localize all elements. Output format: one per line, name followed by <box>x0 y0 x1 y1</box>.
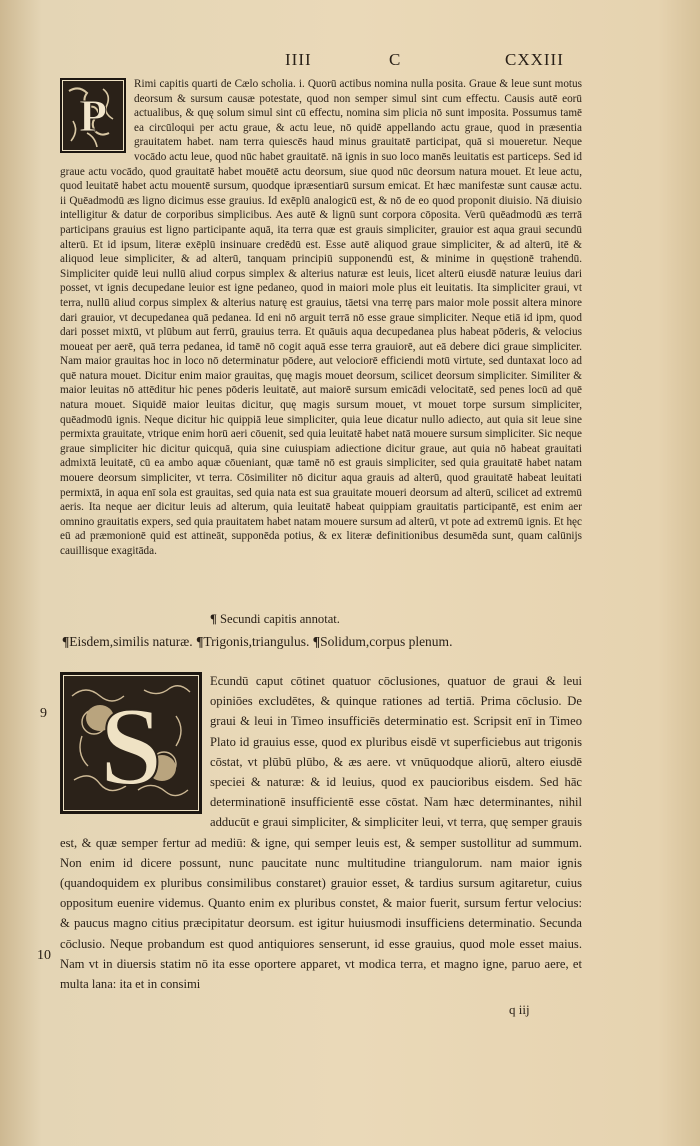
gloss-text: corpus plenum. <box>369 634 453 649</box>
pilcrow-icon: ¶ <box>312 634 321 649</box>
printer-signature: q iij <box>509 1002 530 1017</box>
margin-number-9: 9 <box>40 706 47 721</box>
pilcrow-icon: ¶ <box>196 634 204 649</box>
paragraph-second-chapter <box>60 671 582 994</box>
header-letter: C <box>389 50 402 69</box>
pilcrow-icon: ¶ <box>62 634 70 649</box>
gloss-label: Eisdem, <box>69 634 114 649</box>
woodcut-initial-p <box>60 78 126 153</box>
header-signature: IIII <box>285 50 312 69</box>
page-number: CXXIII <box>505 50 564 69</box>
pilcrow-icon: ¶ <box>210 612 217 626</box>
svg-text:P: P <box>78 90 108 141</box>
gloss-label: Solidum, <box>320 634 370 649</box>
paragraph-first-text: Rimi capitis quarti de Cælo scholia. i. Quorū actibus nomina nulla posita. Graue & leue sunt motus deorsum & sursum causæ potestate, quod non semper simul sint cum effectu. Causis autē eorū actualibus, & quę solum simul sint cū effectu, nomina sim plicia nō sunt imposita. Possumus tamē ea circūloqui per actu graue, & actu leue, nō quidē appellando actu graue, quod in præsentia grauitatem habet. nam terra quiescēs haud minus grauitatē participat, quā si moueretur. Neque vocādo actu leue, quod nūc habet grauitatē. nā ignis in suo loco manēs leuitatis est particeps. Sed id graue actu vocādo, quod grauitatē habet mouētē actu deorsum, siue quod nūc deorsum natura mouet. Et leue actu, quod leuitatē habet actu mouentē sursum, quodque ipræsentiarū sursum emicat. Et hæc manifestæ sunt causæ actu. ii Quēadmodū æs ligno dicimus esse grauius. Id exēplū analogicū est, & nō de eo quod proponit diuisio. Nā diuisio intelligitur & datur de corporibus simplicibus. Aes autē & lignū sunt corpora cōposita. Verū quēadmodū æs terrā participans grauius est ligno participante aquā, ita terra quæ est grauis simpliciter, grauior est aqua graui secundū alterū. Et id ipsum, literæ exēplū insinuare credēdū est. Esse autē aliquod graue simpliciter, & ad alterū, itē & aliquod leue simpliciter, & ad alterū, tanquam principiū supponendū est, & minime in quęstionē trahendū. Simpliciter quidē leui nullū aliud corpus simplex & alterius naturæ est leuis, licet alterū eiusdē naturæ leuius dari posset, vt ignis decupedane leuior est igne pedaneo, quod in maiori mole plus eit leuitatis. Ita simpliciter graui, vt terra, nullū aliud corpus simplex & alterius naturę est grauius, tāetsi vna terrę pars maior mole possit altera minore dari grauior, vt decupedanea quā pedanea. Id eni nō arguit terrā nō esse graue simpliciter. Neque etiā id ipm, quod dari posset mixtū, vt plūbum aut ferrū, grauius terra. Et quāuis aqua decupedanea plus habeat pōderis, & velocius moueat per aerē, quā terra pedanea, id tamē nō cogit aquā esse terra grauiorē, aut eā debere dici graue simpliciter. Nam maior grauitas hoc in loco nō determinatur pōdere, aut velociorē efficiendi motū virtute, sed duntaxat loco ad quē natura mouet. Dicitur enim maior grauitas, quę magis mouet deorsum, scilicet deorsum simpliciter. Similiter & maior leuitas nō attēditur hic penes pōderis leuitatē, aut maiorē sursum emicādi velocitatē, sed penes locū ad quē natura mouet. Siquidē maior leuitas dicitur, quę magis sursum mouet, vt mouet torpe sursum simpliciter, quēadmodū ignis. Neque dicitur hic quippiā leue simpliciter, quia leue dicatur nullo adiecto, aut quia sit leue sine permixta grauitate, vtrique enim horū aeri cōuenit, sed quia leuitatē habet natā mouere sursum simpliciter. Sic neque graue simpliciter hic dicitur quicquā, quia sine cuiuspiam adiectione dicitur graue, aut quia nō habeat grauitati admixtā leuitatē, cū ea ambo aquæ cōueniant, quæ tamē nō est grauis simpliciter, sed quia grauitatē habet natam mouere deorsum simpliciter, vt terra. Cōsimiliter nō dicitur aqua grauis ad alterū, quod grauitatē habeat leuitati permixtā, in aqua enī sola est grauitas, sed quia nata est sua grauitate moueri deorsum ad alterū, scilicet ad extremū aeris. Ita neque aer dicitur leuis ad alterum, quia leuitatē habeat quippiam grauitatis participantē, est enim aer omnino grauitatis expers, sed quia prauitatem habet natam mouere sursum ad alterū, vt pote ad extremū ignis. Et hęc eū ad præmonionē quid est attineāt, supponēda potius, & ex literæ definitionibus desumēda sunt, quam calūnijs cauillisque exagitāda. <box>60 78 582 557</box>
svg-text:S: S <box>99 685 163 809</box>
paragraph-second-text: Ecundū caput cōtinet quatuor cōclusiones, quatuor de graui & leui opiniōes excludētes, & quinque rationes ad tertiā. Prima cōclusio. De graui & leui in Timeo insufficiēs determinatio est. Scripsit enī in Timeo Plato id grauius esse, quod ex pluribus eisdē vt superficiebus aut trigonis cōstat, vt plūbū plūbo, & æs aere. vt vnūquodque aliorū, altero eiusdē speciei & naturæ: & id leuius, quod ex paucioribus eisdem. Sed hāc determinationē insufficientē esse cōstat. Nam hæc determinantes, nihil adducūt e graui simpliciter, & simpliciter leui, vt terra, quę semper grauis est, & quæ semper fertur ad mediū: & igne, qui semper leuis est, & semper sustollitur ad summum. Non enim id dicere possunt, nunc paucitate nunc multitudine triangulorum. nam maior ignis (quandoquidem ex pluribus consimilibus constaret) grauior esset, & tardius sursum agitaretur, cuius oppositum euenire videmus. Quanto enim ex pluribus constet, & maior fuerit, sursum fertur velocius: & paucus magno citius præcipitatur deorsum. est igitur huiusmodi insufficiens determinatio. Secunda cōclusio. Neque probandum est quod antiquiores senserunt, id esse grauius, quod mole esset maius. Nam vt in diuersis statim nō ita esse oportere apparet, vt modica terra, et magno igne, paruo aere, et multa lana: ita et in consimi <box>60 674 582 992</box>
annotation-glosses <box>62 634 592 650</box>
margin-number-10: 10 <box>37 948 51 963</box>
running-header <box>0 50 700 74</box>
gloss-label: Trigonis, <box>203 634 253 649</box>
gloss-text: triangulus. <box>252 634 310 649</box>
woodcut-initial-s <box>60 672 202 814</box>
gloss-text: similis naturæ. <box>113 634 193 649</box>
initial-p-icon <box>63 81 123 150</box>
annotation-heading: ¶ Secundi capitis annotat. <box>210 612 340 626</box>
initial-s-icon <box>64 676 198 810</box>
paragraph-first-chapter <box>60 77 582 559</box>
